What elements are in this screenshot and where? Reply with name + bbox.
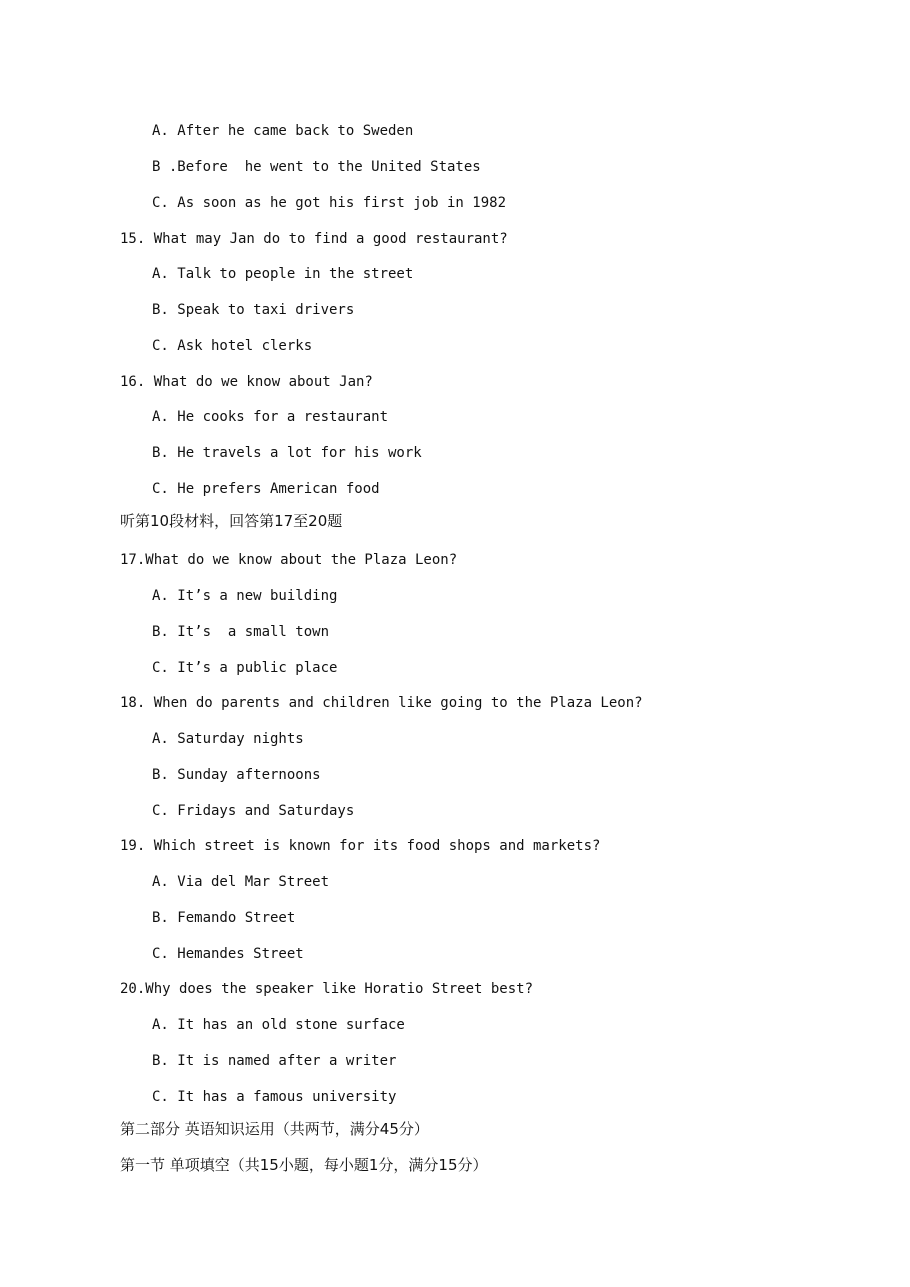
answer-option: B. Femando Street [152,910,296,926]
answer-option: B. Speak to taxi drivers [152,302,355,318]
answer-option: C. As soon as he got his first job in 1982 [152,195,507,211]
question-text: 20.Why does the speaker like Horatio Street best? [120,981,534,997]
answer-option: C. Hemandes Street [152,946,304,962]
answer-option: B. It is named after a writer [152,1053,397,1069]
answer-option: B .Before he went to the United States [152,159,481,175]
answer-option: C. It has a famous university [152,1089,397,1105]
question-text: 17.What do we know about the Plaza Leon? [120,552,458,568]
section-heading: 第一节 单项填空（共15小题，每小题1分，满分15分） [120,1156,488,1174]
answer-option: C. Ask hotel clerks [152,338,313,354]
answer-option: C. He prefers American food [152,481,380,497]
answer-option: A. He cooks for a restaurant [152,409,389,425]
answer-option: A. Via del Mar Street [152,874,330,890]
answer-option: B. Sunday afternoons [152,767,321,783]
answer-option: A. Saturday nights [152,731,304,747]
answer-option: A. It’s a new building [152,588,338,604]
answer-option: C. Fridays and Saturdays [152,803,355,819]
answer-option: A. Talk to people in the street [152,266,414,282]
question-text: 19. Which street is known for its food shops and markets? [120,838,601,854]
answer-option: B. He travels a lot for his work [152,445,422,461]
question-text: 18. When do parents and children like going to the Plaza Leon? [120,695,643,711]
section-instruction: 听第10段材料，回答第17至20题 [120,512,343,530]
answer-option: B. It’s a small town [152,624,330,640]
part-heading: 第二部分 英语知识运用（共两节，满分45分） [120,1120,429,1138]
question-text: 16. What do we know about Jan? [120,374,373,390]
answer-option: A. After he came back to Sweden [152,123,414,139]
answer-option: A. It has an old stone surface [152,1017,405,1033]
answer-option: C. It’s a public place [152,660,338,676]
question-text: 15. What may Jan do to find a good restaurant? [120,231,508,247]
